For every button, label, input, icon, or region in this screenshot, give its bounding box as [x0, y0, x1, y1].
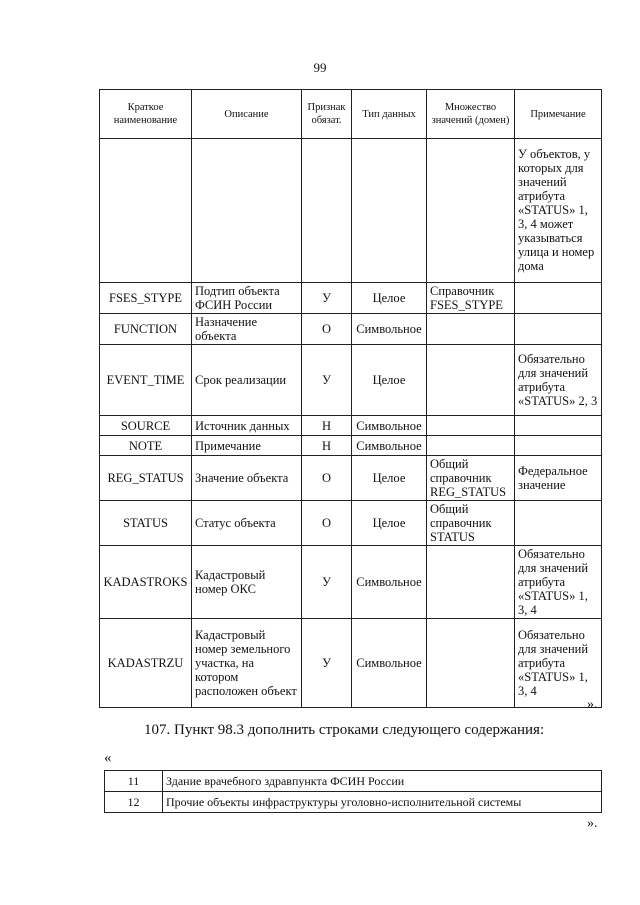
cell-note	[515, 436, 602, 456]
cell-data-type: Символьное	[352, 416, 427, 436]
cell-data-type: Целое	[352, 283, 427, 314]
cell-required: Н	[302, 416, 352, 436]
cell-data-type: Символьное	[352, 619, 427, 708]
cell-domain	[427, 619, 515, 708]
cell-required: У	[302, 546, 352, 619]
cell-note	[515, 314, 602, 345]
cell-description: Подтип объекта ФСИН России	[192, 283, 302, 314]
opening-quote: «	[104, 750, 112, 766]
cell-domain	[427, 345, 515, 416]
table-row	[105, 792, 602, 813]
cell-domain	[427, 436, 515, 456]
cell-domain: Общий справочник REG_STATUS	[427, 456, 515, 501]
cell-domain: Общий справочник STATUS	[427, 501, 515, 546]
cell-note: Обязательно для значений атрибута «STATUS» 2, 3	[515, 345, 602, 416]
cell-description: Статус объекта	[192, 501, 302, 546]
cell-description: Кадастровый номер земельного участка, на котором расположен объект	[192, 619, 302, 708]
cell-required: О	[302, 456, 352, 501]
amendment-paragraph: 107. Пункт 98.3 дополнить строками следующего содержания:	[144, 722, 545, 738]
cell-code: FUNCTION	[100, 314, 192, 345]
cell-required: Н	[302, 436, 352, 456]
cell-text: Прочие объекты инфраструктуры уголовно-исполнительной системы	[163, 792, 602, 813]
cell-note	[515, 283, 602, 314]
cell-domain: Справочник FSES_STYPE	[427, 283, 515, 314]
attributes-table	[99, 89, 602, 708]
cell-domain	[427, 314, 515, 345]
table-row	[100, 283, 602, 314]
cell-note: Обязательно для значений атрибута «STATUS» 1, 3, 4	[515, 546, 602, 619]
cell-number: 11	[105, 771, 163, 792]
table-cell	[302, 139, 352, 283]
table-cell	[100, 139, 192, 283]
table-cell	[192, 139, 302, 283]
header-domain: Множество значений (домен)	[427, 90, 515, 139]
cell-description: Источник данных	[192, 416, 302, 436]
cell-data-type: Символьное	[352, 436, 427, 456]
header-data-type: Тип данных	[352, 90, 427, 139]
header-description: Описание	[192, 90, 302, 139]
cell-description: Срок реализации	[192, 345, 302, 416]
table-row	[100, 619, 602, 708]
table-row	[105, 771, 602, 792]
cell-description: Значение объекта	[192, 456, 302, 501]
closing-quote-main: ».	[587, 697, 598, 712]
cell-required: У	[302, 283, 352, 314]
header-short-name: Краткое наименование	[100, 90, 192, 139]
table-row	[100, 345, 602, 416]
table-row	[100, 436, 602, 456]
cell-number: 12	[105, 792, 163, 813]
cell-data-type: Символьное	[352, 546, 427, 619]
cell-note	[515, 416, 602, 436]
cell-description: Назначение объекта	[192, 314, 302, 345]
table-row	[100, 314, 602, 345]
table-row-continuation	[100, 139, 602, 283]
cell-required: О	[302, 314, 352, 345]
cell-code: EVENT_TIME	[100, 345, 192, 416]
header-required: Признак обязат.	[302, 90, 352, 139]
cell-description: Кадастровый номер ОКС	[192, 546, 302, 619]
table-cell	[427, 139, 515, 283]
cell-domain	[427, 416, 515, 436]
table-row	[100, 456, 602, 501]
cell-data-type: Целое	[352, 456, 427, 501]
cell-text: Здание врачебного здравпункта ФСИН России	[163, 771, 602, 792]
cell-domain	[427, 546, 515, 619]
cell-note: Обязательно для значений атрибута «STATUS» 1, 3, 4	[515, 619, 602, 708]
table-row	[100, 501, 602, 546]
cell-required: О	[302, 501, 352, 546]
cell-code: FSES_STYPE	[100, 283, 192, 314]
table-row	[100, 546, 602, 619]
table-cell	[352, 139, 427, 283]
cell-data-type: Символьное	[352, 314, 427, 345]
cell-note: У объектов, у которых для значений атрибута «STATUS» 1, 3, 4 может указываться улица и номер дома	[515, 139, 602, 283]
cell-data-type: Целое	[352, 501, 427, 546]
cell-code: REG_STATUS	[100, 456, 192, 501]
cell-code: STATUS	[100, 501, 192, 546]
cell-code: NOTE	[100, 436, 192, 456]
table-row	[100, 416, 602, 436]
cell-required: У	[302, 345, 352, 416]
cell-data-type: Целое	[352, 345, 427, 416]
table-header-row	[100, 90, 602, 139]
cell-code: KADASTROKS	[100, 546, 192, 619]
additional-rows-table	[104, 770, 602, 813]
cell-note: Федеральное значение	[515, 456, 602, 501]
cell-note	[515, 501, 602, 546]
cell-description: Примечание	[192, 436, 302, 456]
cell-code: SOURCE	[100, 416, 192, 436]
cell-code: KADASTRZU	[100, 619, 192, 708]
page-number: 99	[313, 60, 327, 75]
closing-quote-add: ».	[587, 816, 598, 831]
cell-required: У	[302, 619, 352, 708]
header-note: Примечание	[515, 90, 602, 139]
